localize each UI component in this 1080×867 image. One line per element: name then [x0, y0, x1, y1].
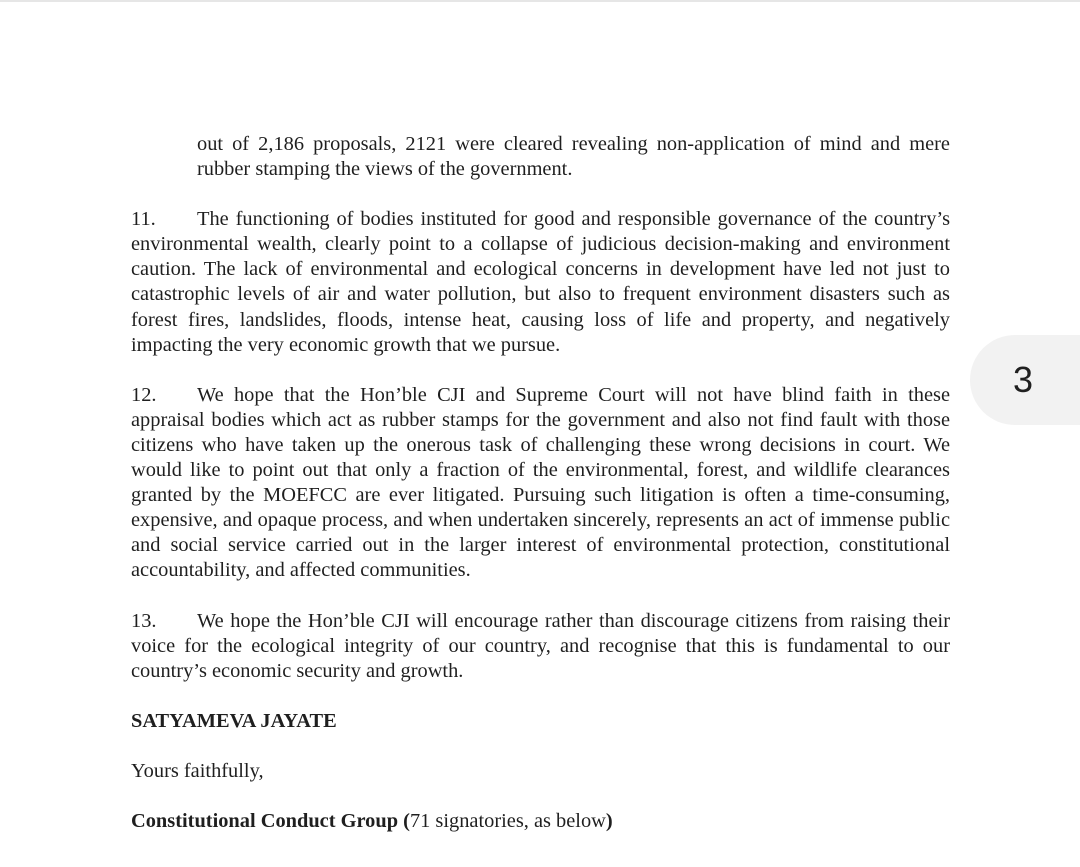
- continuation-paragraph: out of 2,186 proposals, 2121 were cleared revealing non-application of mind and mere rubber stamping the views of the government.: [197, 133, 950, 181]
- closing-line: Yours faithfully,: [131, 759, 264, 782]
- paragraph-number: 12.: [131, 383, 157, 406]
- signature-note: 71 signatories, as below: [409, 809, 606, 832]
- paragraph-11: [131, 207, 950, 358]
- paragraph-text: We hope the Hon’ble CJI will encourage rather than discourage citizens from raising their voice for the ecological integrity of our country, and recognise that this is fundamental to our country’s economic security and growth.: [131, 609, 950, 682]
- signature-open-paren: (: [403, 809, 410, 832]
- paragraph-13: [131, 609, 950, 684]
- page-number: 3: [1012, 359, 1034, 400]
- closing-heading: SATYAMEVA JAYATE: [131, 709, 337, 732]
- paragraph-text: The functioning of bodies instituted for good and responsible governance of the country’s environmental wealth, clearly point to a collapse of judicious decision-making and environment caution. The lack of environmental and ecological concerns in development have led not just to catastrophic levels of air and water pollution, but also to frequent environment disasters such as forest fires, landslides, floods, intense heat, causing loss of life and property, and negatively impacting the very economic growth that we pursue.: [131, 208, 950, 356]
- signature-line: [131, 809, 950, 834]
- paragraph-text: We hope that the Hon’ble CJI and Supreme Court will not have blind faith in these appraisal bodies which act as rubber stamps for the government and also not find fault with those citizens who have taken up the onerous task of challenging these wrong decisions in court. We would like to point out that only a fraction of the environmental, forest, and wildlife clearances granted by the MOEFCC are ever litigated. Pursuing such litigation is often a time-consuming, expensive, and opaque process, and when undertaken sincerely, represents an act of immense public and social service carried out in the larger interest of environmental protection, constitutional accountability, and affected communities.: [131, 383, 950, 582]
- signature-group-name: Constitutional Conduct Group: [131, 809, 399, 832]
- paragraph-number: 11.: [131, 208, 156, 231]
- document-page: [131, 132, 950, 834]
- paragraph-number: 13.: [131, 609, 157, 632]
- paragraph-12: [131, 383, 950, 584]
- signature-close-paren: ): [605, 809, 613, 832]
- top-divider: [0, 0, 1080, 2]
